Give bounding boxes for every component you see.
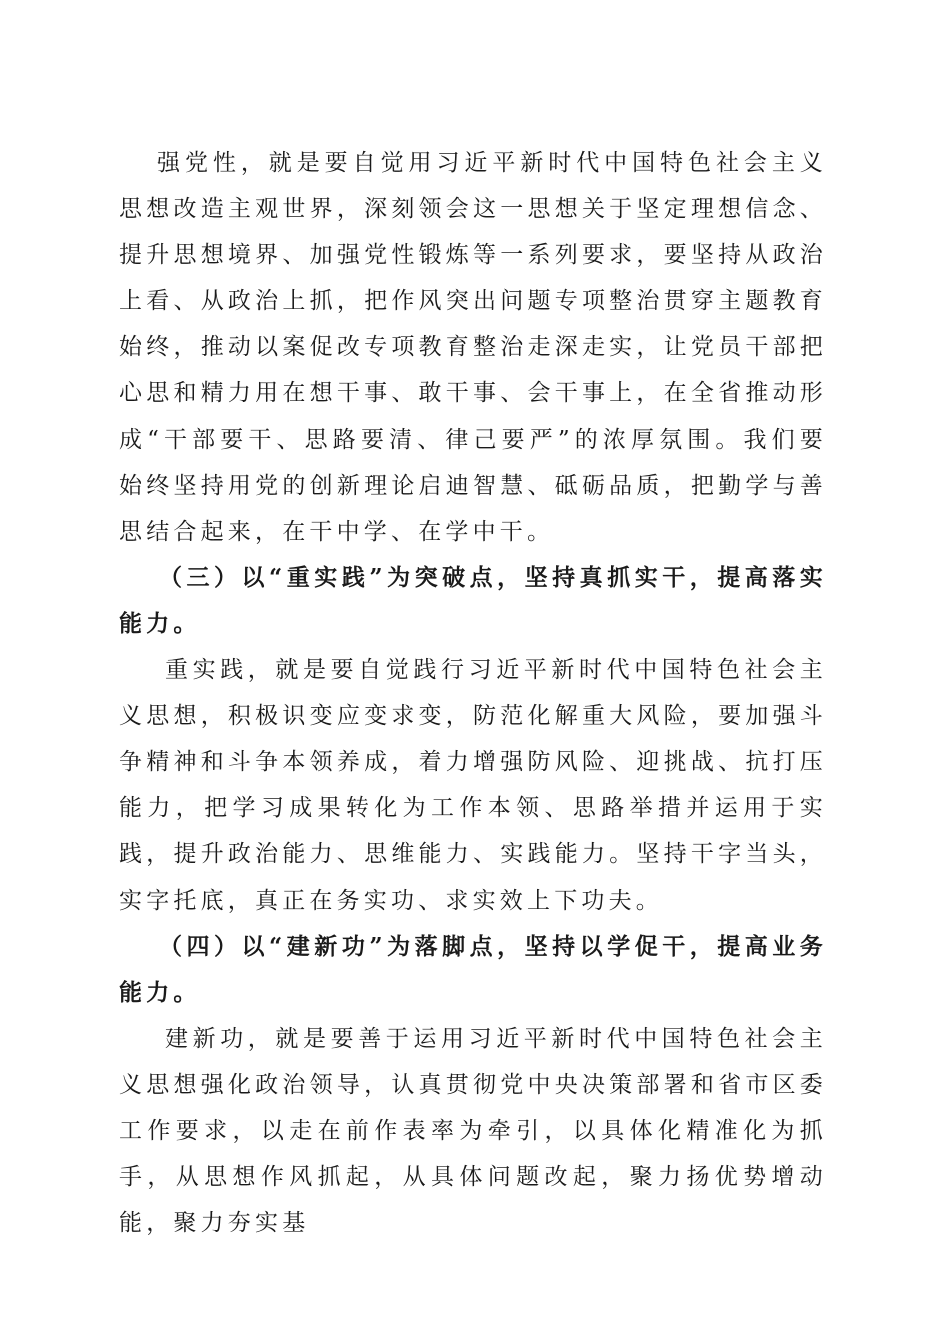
paragraph-new-achievements: 建新功，就是要善于运用习近平新时代中国特色社会主义思想强化政治领导，认真贯彻党中央决策部署和省市区委工作要求，以走在前作表率为牵引，以具体化精准化为抓手，从思想作风抓起，从具体问题改起，聚力扬优势增动能，聚力夯实基 [119,1025,827,1237]
section-heading-4: （四）以“建新功”为落脚点，坚持以学促干，提高业务能力。 [119,932,827,1006]
document-body [119,140,827,1246]
section-heading-3: （三）以“重实践”为突破点，坚持真抓实干，提高落实能力。 [119,563,827,637]
paragraph-strengthen-party-spirit: 强党性，就是要自觉用习近平新时代中国特色社会主义思想改造主观世界，深刻领会这一思想关于坚定理想信念、提升思想境界、加强党性锻炼等一系列要求，要坚持从政治上看、从政治上抓，把作风突出问题专项整治贯穿主题教育始终，推动以案促改专项教育整治走深走实，让党员干部把心思和精力用在想干事、敢干事、会干事上，在全省推动形成“干部要干、思路要清、律己要严”的浓厚氛围。我们要始终坚持用党的创新理论启迪智慧、砥砺品质，把勤学与善思结合起来，在干中学、在学中干。 [119,150,827,545]
paragraph-emphasize-practice: 重实践，就是要自觉践行习近平新时代中国特色社会主义思想，积极识变应变求变，防范化解重大风险，要加强斗争精神和斗争本领养成，着力增强防风险、迎挑战、抗打压能力，把学习成果转化为工作本领、思路举措并运用于实践，提升政治能力、思维能力、实践能力。坚持干字当头，实字托底，真正在务实功、求实效上下功夫。 [119,657,827,914]
